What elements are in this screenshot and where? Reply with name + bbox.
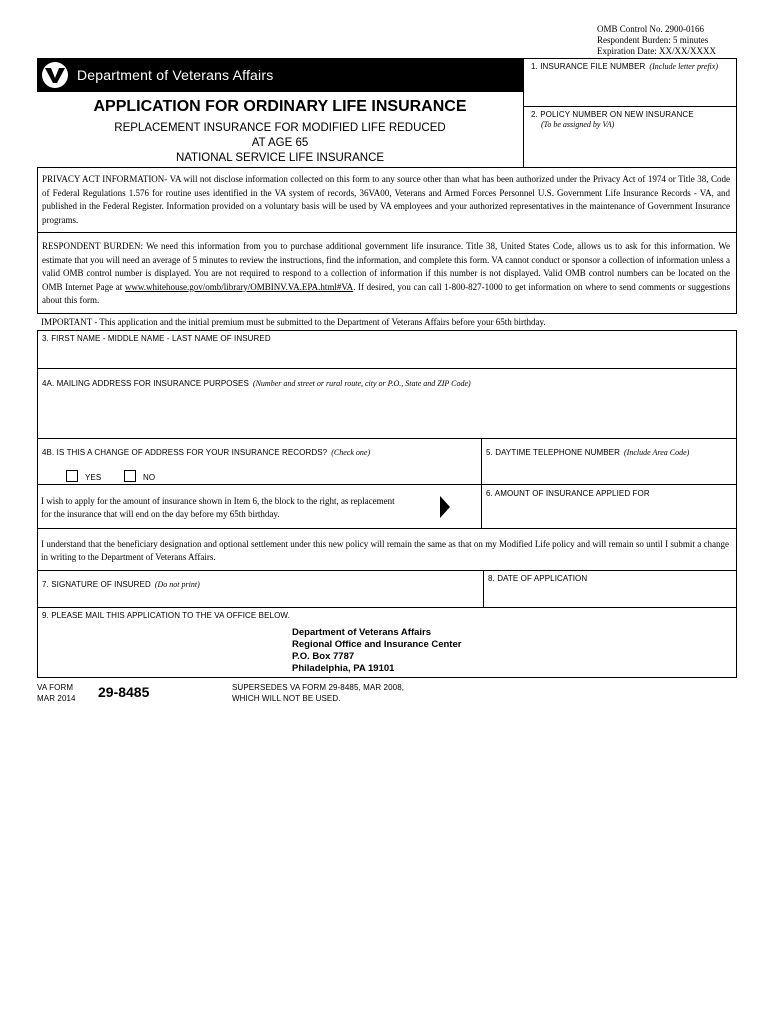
address-line-4: Philadelphia, PA 19101 — [292, 663, 395, 674]
yes-checkbox[interactable] — [66, 470, 78, 482]
field-6-label: 6. AMOUNT OF INSURANCE APPLIED FOR — [486, 489, 650, 498]
address-line-3: P.O. Box 7787 — [292, 651, 355, 662]
change-of-address-field — [37, 438, 482, 485]
agency-name: Department of Veterans Affairs — [77, 67, 274, 83]
form-title: APPLICATION FOR ORDINARY LIFE INSURANCE — [93, 98, 467, 115]
field-5-label: 5. DAYTIME TELEPHONE NUMBER — [486, 448, 620, 457]
burden-text-start: RESPONDENT BURDEN: We need this information from you to purchase additional government life insurance. Title 38, United States Code, allows us to ask for this information. We estimate that you will need an average of 5 minutes to review the instructions, find the information, and complete this form. VA cannot conduct or sponsor a collection of information unless a valid OMB control number is displayed. You are not required to respond to a collection of information if this number is not displayed. Valid OMB control numbers can be located on the OMB Internet Page at — [42, 241, 730, 292]
field-4a-hint: (Number and street or rural route, city or P.O., State and ZIP Code) — [252, 379, 471, 388]
field-1-label: 1. INSURANCE FILE NUMBER — [531, 62, 646, 71]
omb-burden: Respondent Burden: 5 minutes — [597, 35, 709, 45]
field-2-label: 2. POLICY NUMBER ON NEW INSURANCE — [531, 110, 694, 119]
address-line-1: Department of Veterans Affairs — [292, 627, 432, 638]
field-1-hint: (Include letter prefix) — [649, 62, 718, 71]
omb-control: OMB Control No. 2900-0166 — [597, 24, 705, 34]
footer-date: MAR 2014 — [37, 694, 76, 703]
daytime-telephone-field[interactable] — [481, 438, 737, 485]
omb-block — [597, 24, 716, 57]
field-7-hint: (Do not print) — [154, 580, 200, 589]
footer-form-label — [37, 682, 76, 704]
form-subtitle — [37, 121, 523, 166]
field-4a-label: 4A. MAILING ADDRESS FOR INSURANCE PURPOSES — [42, 379, 249, 388]
supersedes-line-1: SUPERSEDES VA FORM 29-8485, MAR 2008, — [232, 683, 405, 692]
yes-label: YES — [85, 473, 102, 482]
signature-field[interactable] — [37, 570, 484, 608]
beneficiary-statement-section — [37, 528, 737, 571]
insurance-file-number-field[interactable] — [523, 58, 737, 107]
date-of-application-field[interactable] — [483, 570, 737, 608]
beneficiary-statement: I understand that the beneficiary designation and optional settlement under this new policy will remain the same as that on my Modified Life policy and will remain so until I submit a change in writing to the Department of Veterans Affairs. — [41, 539, 729, 562]
omb-link[interactable]: www.whitehouse.gov/omb/library/OMBINV.VA.EPA.html#VA — [124, 281, 354, 292]
agency-banner — [37, 58, 523, 92]
privacy-act-text: PRIVACY ACT INFORMATION- VA will not disclose information collected on this form to any source other than what has been authorized under the Privacy Act of 1974 or Title 38, Code of Federal Regulations 1.576 for routine uses identified in the VA system of records, 36VA00, Veterans and Armed Forces Personnel U.S. Government Life Insurance Records - VA, and published in the Federal Register. Information provided on a voluntary basis will be used by VA employees and your authorized representatives in the maintenance of Government Insurance programs. — [42, 174, 730, 225]
field-4b-label: 4B. IS THIS A CHANGE OF ADDRESS FOR YOUR INSURANCE RECORDS? — [42, 448, 328, 457]
subtitle-line-1: REPLACEMENT INSURANCE FOR MODIFIED LIFE REDUCED — [114, 122, 446, 134]
field-7-label: 7. SIGNATURE OF INSURED — [42, 580, 151, 589]
important-notice: IMPORTANT - This application and the initial premium must be submitted to the Department of Veterans Affairs before your 65th birthday. — [41, 317, 546, 327]
respondent-burden-section — [37, 232, 737, 314]
field-3-label: 3. FIRST NAME - MIDDLE NAME - LAST NAME OF INSURED — [42, 334, 271, 343]
va-office-address — [292, 627, 461, 675]
mailing-instructions-section — [37, 607, 737, 678]
apply-statement-section — [37, 484, 482, 529]
field-5-hint: (Include Area Code) — [624, 448, 690, 457]
burden-text-end: . If desired, you can call 1-800-827-1000 to get information on where to send comments or suggestions about this form. — [42, 281, 730, 305]
no-label: NO — [143, 473, 156, 482]
footer-supersedes — [232, 682, 404, 704]
respondent-burden-text — [42, 240, 730, 308]
insured-name-field[interactable] — [37, 330, 737, 369]
field-9-label: 9. PLEASE MAIL THIS APPLICATION TO THE VA OFFICE BELOW. — [42, 611, 290, 620]
right-triangle-arrow-icon — [440, 496, 450, 518]
footer-va-form: VA FORM — [37, 683, 74, 692]
policy-number-field[interactable] — [523, 106, 737, 168]
mailing-address-field[interactable] — [37, 368, 737, 439]
subtitle-line-3: NATIONAL SERVICE LIFE INSURANCE — [175, 152, 385, 164]
amount-of-insurance-field[interactable] — [481, 484, 737, 529]
field-2-hint: (To be assigned by VA) — [541, 120, 615, 129]
va-seal-icon — [40, 61, 70, 89]
privacy-act-section — [37, 167, 737, 233]
subtitle-line-2: AT AGE 65 — [251, 137, 309, 149]
address-line-2: Regional Office and Insurance Center — [292, 639, 462, 650]
footer-form-number: 29-8485 — [98, 684, 150, 700]
no-checkbox[interactable] — [124, 470, 136, 482]
supersedes-line-2: WHICH WILL NOT BE USED. — [232, 694, 341, 703]
apply-statement: I wish to apply for the amount of insurance shown in Item 6, the block to the right, as replacement for the insurance that will end on the day before my 65th birthday. — [41, 496, 395, 519]
field-8-label: 8. DATE OF APPLICATION — [488, 574, 588, 583]
omb-expiration: Expiration Date: XX/XX/XXXX — [597, 46, 716, 56]
field-4b-hint: (Check one) — [331, 448, 371, 457]
